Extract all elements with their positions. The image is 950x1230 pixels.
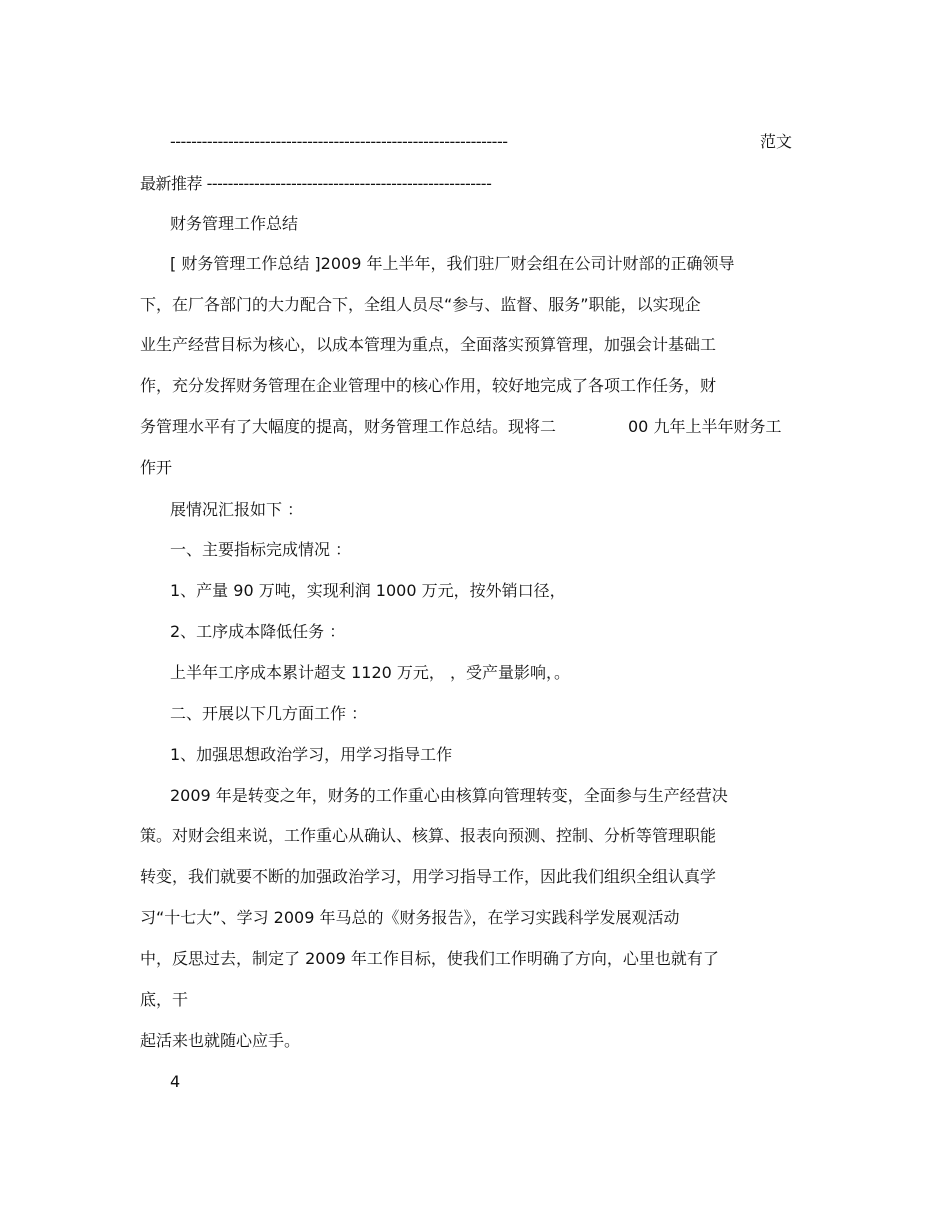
body-text: 业生产经营目标为核心，以成本管理为重点，全面落实预算管理，加强会计基础工 <box>140 335 717 354</box>
list-item <box>0 577 950 605</box>
paragraph-line <box>0 1027 950 1055</box>
paragraph-line <box>0 496 950 524</box>
body-text: 底，干 <box>140 990 189 1009</box>
paragraph-line <box>0 863 950 891</box>
body-text: 作，充分发挥财务管理在企业管理中的核心作用，较好地完成了各项工作任务，财 <box>140 376 717 395</box>
paragraph-line <box>0 291 950 319</box>
paragraph-line <box>0 413 950 441</box>
header-line-2 <box>0 170 950 198</box>
paragraph-line <box>0 454 950 482</box>
body-text: 1、产量 90 万吨，实现利润 1000 万元，按外销口径， <box>170 581 566 600</box>
section-heading <box>0 536 950 564</box>
body-text: 起活来也就随心应手。 <box>140 1031 301 1050</box>
body-text: 作开 <box>140 458 173 477</box>
paragraph-line <box>0 822 950 850</box>
document-title <box>0 210 950 238</box>
paragraph-line <box>0 904 950 932</box>
body-text: [ 财务管理工作总结 ]2009 年上半年，我们驻厂财会组在公司计财部的正确领导 <box>170 254 735 273</box>
list-item <box>0 741 950 769</box>
body-text: 习“十七大”、学习 2009 年马总的《财务报告》，在学习实践科学发展观活动 <box>140 908 680 927</box>
body-text: 转变，我们就要不断的加强政治学习，用学习指导工作，因此我们组织全组认真学 <box>140 867 717 886</box>
body-text: 策。对财会组来说，工作重心从确认、核算、报表向预测、控制、分析等管理职能 <box>140 826 717 845</box>
body-text: 展情况汇报如下 ： <box>170 500 304 519</box>
body-text: 00 九年上半年财务工 <box>628 417 782 436</box>
paragraph-line <box>0 331 950 359</box>
body-text: 中，反思过去，制定了 2009 年工作目标，使我们工作明确了方向，心里也就有了 <box>140 949 719 968</box>
list-item <box>0 618 950 646</box>
section-heading <box>0 700 950 728</box>
header-label-fanwen: 范文 <box>759 132 792 151</box>
body-text: 一、主要指标完成情况 ： <box>170 540 352 559</box>
page-number-text: 4 <box>170 1072 181 1091</box>
paragraph-line <box>0 372 950 400</box>
header-line-1 <box>0 128 950 156</box>
paragraph-line <box>0 945 950 973</box>
body-text: 2009 年是转变之年，财务的工作重心由核算向管理转变，全面参与生产经营决 <box>170 786 728 805</box>
body-text: 下，在厂各部门的大力配合下，全组人员尽“参与、监督、服务”职能，以实现企 <box>140 295 701 314</box>
title-text: 财务管理工作总结 <box>170 214 299 233</box>
paragraph-line <box>0 250 950 278</box>
body-text: 二、开展以下几方面工作 ： <box>170 704 368 723</box>
page-number <box>0 1068 950 1096</box>
paragraph-line <box>0 782 950 810</box>
body-text: 2、工序成本降低任务 ： <box>170 622 346 641</box>
body-text: 务管理水平有了大幅度的提高，财务管理工作总结。现将二 <box>140 417 557 436</box>
header-recommend: 最新推荐 ------------------------------------------------------ <box>140 174 492 193</box>
paragraph-line <box>0 986 950 1014</box>
paragraph-line <box>0 659 950 687</box>
body-text: 1、加强思想政治学习，用学习指导工作 <box>170 745 453 764</box>
body-text: 上半年工序成本累计超支 1120 万元， ，受产量影响，。 <box>170 663 570 682</box>
header-dashes: ---------------------------------------------------------------- <box>170 132 508 151</box>
